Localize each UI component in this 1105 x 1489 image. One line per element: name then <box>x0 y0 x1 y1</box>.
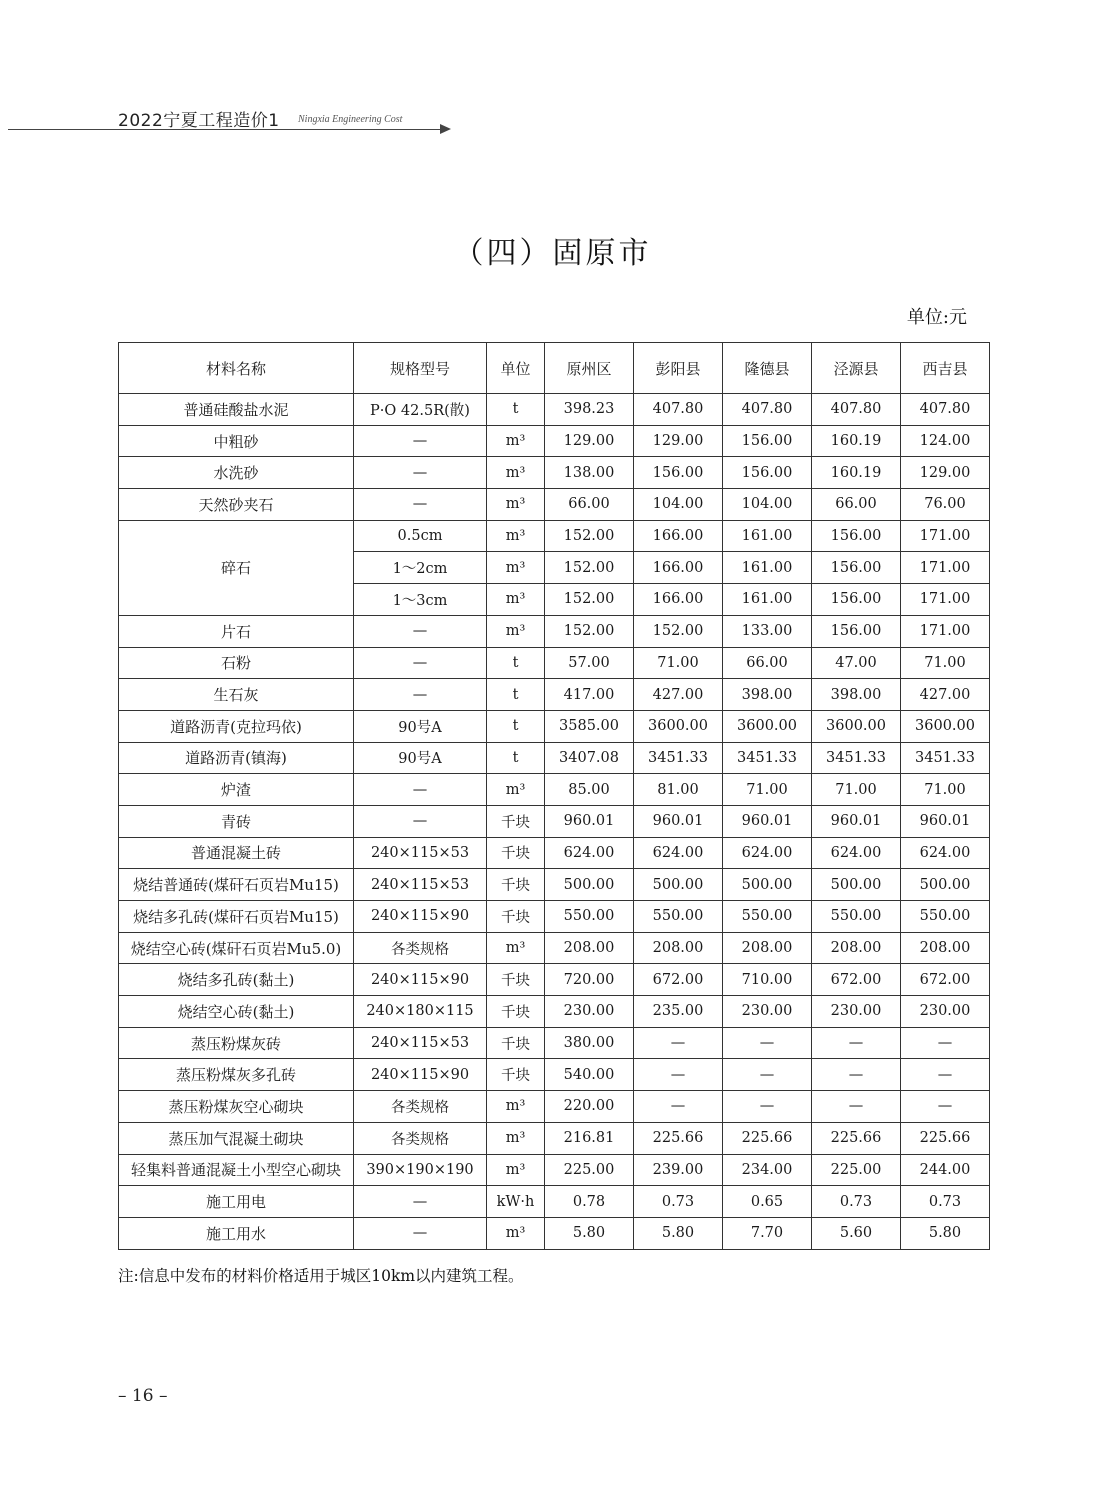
spec-cell: 240×115×90 <box>354 901 487 933</box>
price-cell: 3585.00 <box>545 710 634 742</box>
price-cell: 57.00 <box>545 647 634 679</box>
material-name-cell: 烧结多孔砖(黏土) <box>119 964 354 996</box>
unit-cell: 千块 <box>487 964 545 996</box>
price-cell: 161.00 <box>723 520 812 552</box>
header-arrow-icon <box>440 124 451 134</box>
material-name-cell: 普通硅酸盐水泥 <box>119 394 354 426</box>
spec-cell: 各类规格 <box>354 1122 487 1154</box>
table-row <box>119 647 990 679</box>
price-cell: 230.00 <box>812 996 901 1028</box>
column-header: 材料名称 <box>119 343 354 394</box>
price-cell: 0.73 <box>812 1186 901 1218</box>
table-row <box>119 805 990 837</box>
spec-cell: 240×115×90 <box>354 964 487 996</box>
price-cell: — <box>812 1027 901 1059</box>
price-cell: 398.00 <box>812 679 901 711</box>
price-cell: 3451.33 <box>901 742 990 774</box>
spec-cell: 390×190×190 <box>354 1154 487 1186</box>
table-row <box>119 901 990 933</box>
price-cell: 0.73 <box>634 1186 723 1218</box>
unit-cell: m³ <box>487 489 545 521</box>
table-row <box>119 996 990 1028</box>
price-cell: 427.00 <box>901 679 990 711</box>
unit-cell: m³ <box>487 1091 545 1123</box>
spec-cell: 各类规格 <box>354 1091 487 1123</box>
price-cell: 239.00 <box>634 1154 723 1186</box>
price-cell: 208.00 <box>723 932 812 964</box>
spec-cell: — <box>354 647 487 679</box>
unit-cell: m³ <box>487 552 545 584</box>
price-cell: 624.00 <box>812 837 901 869</box>
material-name-cell: 道路沥青(克拉玛依) <box>119 710 354 742</box>
journal-subtitle: Ningxia Engineering Cost <box>298 114 403 125</box>
table-row <box>119 964 990 996</box>
column-header: 规格型号 <box>354 343 487 394</box>
material-name-cell: 中粗砂 <box>119 425 354 457</box>
column-header: 彭阳县 <box>634 343 723 394</box>
spec-cell: 240×180×115 <box>354 996 487 1028</box>
price-cell: 500.00 <box>812 869 901 901</box>
price-cell: 550.00 <box>723 901 812 933</box>
price-cell: 5.80 <box>545 1217 634 1249</box>
spec-cell: 240×115×90 <box>354 1059 487 1091</box>
table-row <box>119 457 990 489</box>
table-row <box>119 520 990 552</box>
material-name-cell: 轻集料普通混凝土小型空心砌块 <box>119 1154 354 1186</box>
price-cell: 624.00 <box>545 837 634 869</box>
price-cell: 166.00 <box>634 584 723 616</box>
page-number: – 16 – <box>118 1386 168 1406</box>
price-cell: 624.00 <box>723 837 812 869</box>
column-header: 隆德县 <box>723 343 812 394</box>
price-cell: 171.00 <box>901 584 990 616</box>
price-cell: 225.66 <box>812 1122 901 1154</box>
column-header: 单位 <box>487 343 545 394</box>
price-cell: 230.00 <box>545 996 634 1028</box>
unit-cell: t <box>487 710 545 742</box>
price-cell: 71.00 <box>901 647 990 679</box>
spec-cell: 240×115×53 <box>354 869 487 901</box>
spec-cell: 0.5cm <box>354 520 487 552</box>
price-cell: 960.01 <box>812 805 901 837</box>
table-row <box>119 774 990 806</box>
material-name-cell: 烧结空心砖(黏土) <box>119 996 354 1028</box>
price-cell: 160.19 <box>812 457 901 489</box>
price-cell: 398.00 <box>723 679 812 711</box>
price-cell: 230.00 <box>901 996 990 1028</box>
price-cell: 156.00 <box>634 457 723 489</box>
spec-cell: 240×115×53 <box>354 837 487 869</box>
price-cell: 156.00 <box>723 457 812 489</box>
price-cell: 3407.08 <box>545 742 634 774</box>
price-cell: 225.00 <box>812 1154 901 1186</box>
price-cell: 710.00 <box>723 964 812 996</box>
price-cell: 156.00 <box>812 552 901 584</box>
spec-cell: 1～3cm <box>354 584 487 616</box>
price-cell: 71.00 <box>723 774 812 806</box>
header-rule <box>8 129 444 130</box>
price-cell: 0.73 <box>901 1186 990 1218</box>
price-cell: 3451.33 <box>723 742 812 774</box>
price-cell: 500.00 <box>634 869 723 901</box>
price-cell: 47.00 <box>812 647 901 679</box>
unit-cell: m³ <box>487 774 545 806</box>
price-cell: 138.00 <box>545 457 634 489</box>
page-title: （四）固原市 <box>453 236 652 271</box>
price-cell: 152.00 <box>545 615 634 647</box>
price-cell: 152.00 <box>545 552 634 584</box>
price-cell: 230.00 <box>723 996 812 1028</box>
price-cell: 7.70 <box>723 1217 812 1249</box>
price-cell: — <box>723 1091 812 1123</box>
price-cell: 156.00 <box>812 615 901 647</box>
material-name-cell: 施工用水 <box>119 1217 354 1249</box>
price-cell: 550.00 <box>634 901 723 933</box>
price-cell: 156.00 <box>812 520 901 552</box>
price-cell: 161.00 <box>723 552 812 584</box>
material-name-cell: 烧结空心砖(煤矸石页岩Mu5.0) <box>119 932 354 964</box>
price-cell: 234.00 <box>723 1154 812 1186</box>
price-cell: — <box>812 1059 901 1091</box>
price-cell: 71.00 <box>901 774 990 806</box>
table-row <box>119 1217 990 1249</box>
price-cell: 129.00 <box>545 425 634 457</box>
price-cell: 104.00 <box>634 489 723 521</box>
material-name-cell: 生石灰 <box>119 679 354 711</box>
spec-cell: — <box>354 805 487 837</box>
spec-cell: 240×115×53 <box>354 1027 487 1059</box>
unit-cell: t <box>487 742 545 774</box>
price-cell: 81.00 <box>634 774 723 806</box>
unit-cell: m³ <box>487 584 545 616</box>
price-cell: 5.60 <box>812 1217 901 1249</box>
unit-note: 单位:元 <box>906 307 967 328</box>
material-name-cell: 蒸压粉煤灰空心砌块 <box>119 1091 354 1123</box>
spec-cell: 90号A <box>354 710 487 742</box>
price-cell: 166.00 <box>634 520 723 552</box>
price-cell: 152.00 <box>634 615 723 647</box>
price-cell: 71.00 <box>812 774 901 806</box>
price-cell: 76.00 <box>901 489 990 521</box>
price-cell: 960.01 <box>901 805 990 837</box>
price-cell: 208.00 <box>634 932 723 964</box>
unit-cell: 千块 <box>487 996 545 1028</box>
spec-cell: P·O 42.5R(散) <box>354 394 487 426</box>
price-cell: — <box>723 1027 812 1059</box>
price-cell: 407.80 <box>723 394 812 426</box>
material-name-cell: 炉渣 <box>119 774 354 806</box>
unit-cell: kW·h <box>487 1186 545 1218</box>
spec-cell: 各类规格 <box>354 932 487 964</box>
footnote: 注:信息中发布的材料价格适用于城区10km以内建筑工程。 <box>118 1267 524 1285</box>
price-cell: — <box>634 1091 723 1123</box>
price-cell: 129.00 <box>634 425 723 457</box>
unit-cell: m³ <box>487 615 545 647</box>
price-cell: — <box>901 1027 990 1059</box>
price-cell: 672.00 <box>812 964 901 996</box>
price-cell: 71.00 <box>634 647 723 679</box>
unit-cell: t <box>487 647 545 679</box>
price-table <box>118 342 990 1250</box>
unit-cell: m³ <box>487 1122 545 1154</box>
price-cell: 720.00 <box>545 964 634 996</box>
unit-cell: m³ <box>487 932 545 964</box>
table-row <box>119 837 990 869</box>
price-cell: 156.00 <box>723 425 812 457</box>
price-cell: 3451.33 <box>812 742 901 774</box>
table-row <box>119 489 990 521</box>
price-cell: 380.00 <box>545 1027 634 1059</box>
price-cell: 3600.00 <box>634 710 723 742</box>
price-cell: — <box>812 1091 901 1123</box>
price-cell: 500.00 <box>723 869 812 901</box>
price-cell: 0.65 <box>723 1186 812 1218</box>
price-cell: 66.00 <box>812 489 901 521</box>
price-cell: 5.80 <box>634 1217 723 1249</box>
unit-cell: t <box>487 394 545 426</box>
price-cell: 3600.00 <box>901 710 990 742</box>
price-cell: 407.80 <box>812 394 901 426</box>
spec-cell: — <box>354 774 487 806</box>
price-cell: 156.00 <box>812 584 901 616</box>
unit-cell: m³ <box>487 457 545 489</box>
unit-cell: m³ <box>487 1217 545 1249</box>
price-cell: 244.00 <box>901 1154 990 1186</box>
spec-cell: — <box>354 1186 487 1218</box>
table-row <box>119 710 990 742</box>
material-name-cell: 蒸压加气混凝土砌块 <box>119 1122 354 1154</box>
price-cell: 171.00 <box>901 615 990 647</box>
price-cell: 5.80 <box>901 1217 990 1249</box>
unit-cell: 千块 <box>487 837 545 869</box>
table-row <box>119 425 990 457</box>
price-cell: 216.81 <box>545 1122 634 1154</box>
table-row <box>119 1059 990 1091</box>
table-row <box>119 1027 990 1059</box>
column-header: 泾源县 <box>812 343 901 394</box>
unit-cell: m³ <box>487 425 545 457</box>
material-name-cell: 普通混凝土砖 <box>119 837 354 869</box>
price-cell: 66.00 <box>545 489 634 521</box>
spec-cell: 1～2cm <box>354 552 487 584</box>
price-cell: 960.01 <box>723 805 812 837</box>
price-cell: 427.00 <box>634 679 723 711</box>
unit-cell: t <box>487 679 545 711</box>
price-cell: 171.00 <box>901 552 990 584</box>
price-cell: 3600.00 <box>723 710 812 742</box>
table-row <box>119 1091 990 1123</box>
price-cell: 3600.00 <box>812 710 901 742</box>
price-cell: 104.00 <box>723 489 812 521</box>
price-cell: 624.00 <box>634 837 723 869</box>
price-cell: 152.00 <box>545 520 634 552</box>
material-name-cell: 天然砂夹石 <box>119 489 354 521</box>
price-cell: 225.66 <box>723 1122 812 1154</box>
unit-cell: 千块 <box>487 1027 545 1059</box>
price-cell: 133.00 <box>723 615 812 647</box>
table-header-row <box>119 343 990 394</box>
table-row <box>119 1154 990 1186</box>
unit-cell: 千块 <box>487 805 545 837</box>
price-cell: 540.00 <box>545 1059 634 1091</box>
material-name-cell: 道路沥青(镇海) <box>119 742 354 774</box>
price-cell: — <box>901 1059 990 1091</box>
spec-cell: — <box>354 1217 487 1249</box>
price-cell: 208.00 <box>545 932 634 964</box>
price-cell: 500.00 <box>901 869 990 901</box>
price-cell: 550.00 <box>545 901 634 933</box>
table-row <box>119 742 990 774</box>
price-cell: 160.19 <box>812 425 901 457</box>
price-cell: 960.01 <box>634 805 723 837</box>
price-cell: 124.00 <box>901 425 990 457</box>
price-cell: 398.23 <box>545 394 634 426</box>
price-cell: 624.00 <box>901 837 990 869</box>
material-name-cell: 蒸压粉煤灰多孔砖 <box>119 1059 354 1091</box>
material-name-cell: 片石 <box>119 615 354 647</box>
material-name-cell: 施工用电 <box>119 1186 354 1218</box>
table-row <box>119 932 990 964</box>
price-cell: 220.00 <box>545 1091 634 1123</box>
spec-cell: — <box>354 615 487 647</box>
material-name-cell: 石粉 <box>119 647 354 679</box>
price-cell: 166.00 <box>634 552 723 584</box>
price-cell: 407.80 <box>634 394 723 426</box>
table-row <box>119 1122 990 1154</box>
unit-cell: 千块 <box>487 901 545 933</box>
table-row <box>119 615 990 647</box>
price-cell: 208.00 <box>812 932 901 964</box>
spec-cell: — <box>354 425 487 457</box>
table-row <box>119 869 990 901</box>
column-header: 西吉县 <box>901 343 990 394</box>
material-name-cell: 烧结多孔砖(煤矸石页岩Mu15) <box>119 901 354 933</box>
price-cell: 225.00 <box>545 1154 634 1186</box>
price-cell: — <box>723 1059 812 1091</box>
spec-cell: — <box>354 489 487 521</box>
price-cell: 672.00 <box>901 964 990 996</box>
table-row <box>119 679 990 711</box>
unit-cell: m³ <box>487 520 545 552</box>
price-cell: 171.00 <box>901 520 990 552</box>
price-cell: 129.00 <box>901 457 990 489</box>
price-cell: 407.80 <box>901 394 990 426</box>
price-cell: 960.01 <box>545 805 634 837</box>
material-name-cell: 水洗砂 <box>119 457 354 489</box>
table-row <box>119 1186 990 1218</box>
material-name-cell: 碎石 <box>119 520 354 615</box>
material-name-cell: 青砖 <box>119 805 354 837</box>
spec-cell: — <box>354 457 487 489</box>
price-cell: 550.00 <box>812 901 901 933</box>
material-name-cell: 烧结普通砖(煤矸石页岩Mu15) <box>119 869 354 901</box>
price-cell: 225.66 <box>634 1122 723 1154</box>
spec-cell: 90号A <box>354 742 487 774</box>
price-cell: 3451.33 <box>634 742 723 774</box>
price-cell: 85.00 <box>545 774 634 806</box>
price-cell: 161.00 <box>723 584 812 616</box>
journal-title: 2022宁夏工程造价1 <box>118 111 280 131</box>
spec-cell: — <box>354 679 487 711</box>
price-cell: 152.00 <box>545 584 634 616</box>
price-cell: 500.00 <box>545 869 634 901</box>
price-cell: 235.00 <box>634 996 723 1028</box>
table-row <box>119 394 990 426</box>
price-cell: 417.00 <box>545 679 634 711</box>
price-cell: 0.78 <box>545 1186 634 1218</box>
unit-cell: m³ <box>487 1154 545 1186</box>
unit-cell: 千块 <box>487 869 545 901</box>
column-header: 原州区 <box>545 343 634 394</box>
material-name-cell: 蒸压粉煤灰砖 <box>119 1027 354 1059</box>
price-cell: — <box>634 1059 723 1091</box>
price-cell: 225.66 <box>901 1122 990 1154</box>
price-cell: 208.00 <box>901 932 990 964</box>
price-cell: 66.00 <box>723 647 812 679</box>
price-cell: — <box>634 1027 723 1059</box>
price-cell: — <box>901 1091 990 1123</box>
unit-cell: 千块 <box>487 1059 545 1091</box>
price-cell: 550.00 <box>901 901 990 933</box>
price-cell: 672.00 <box>634 964 723 996</box>
